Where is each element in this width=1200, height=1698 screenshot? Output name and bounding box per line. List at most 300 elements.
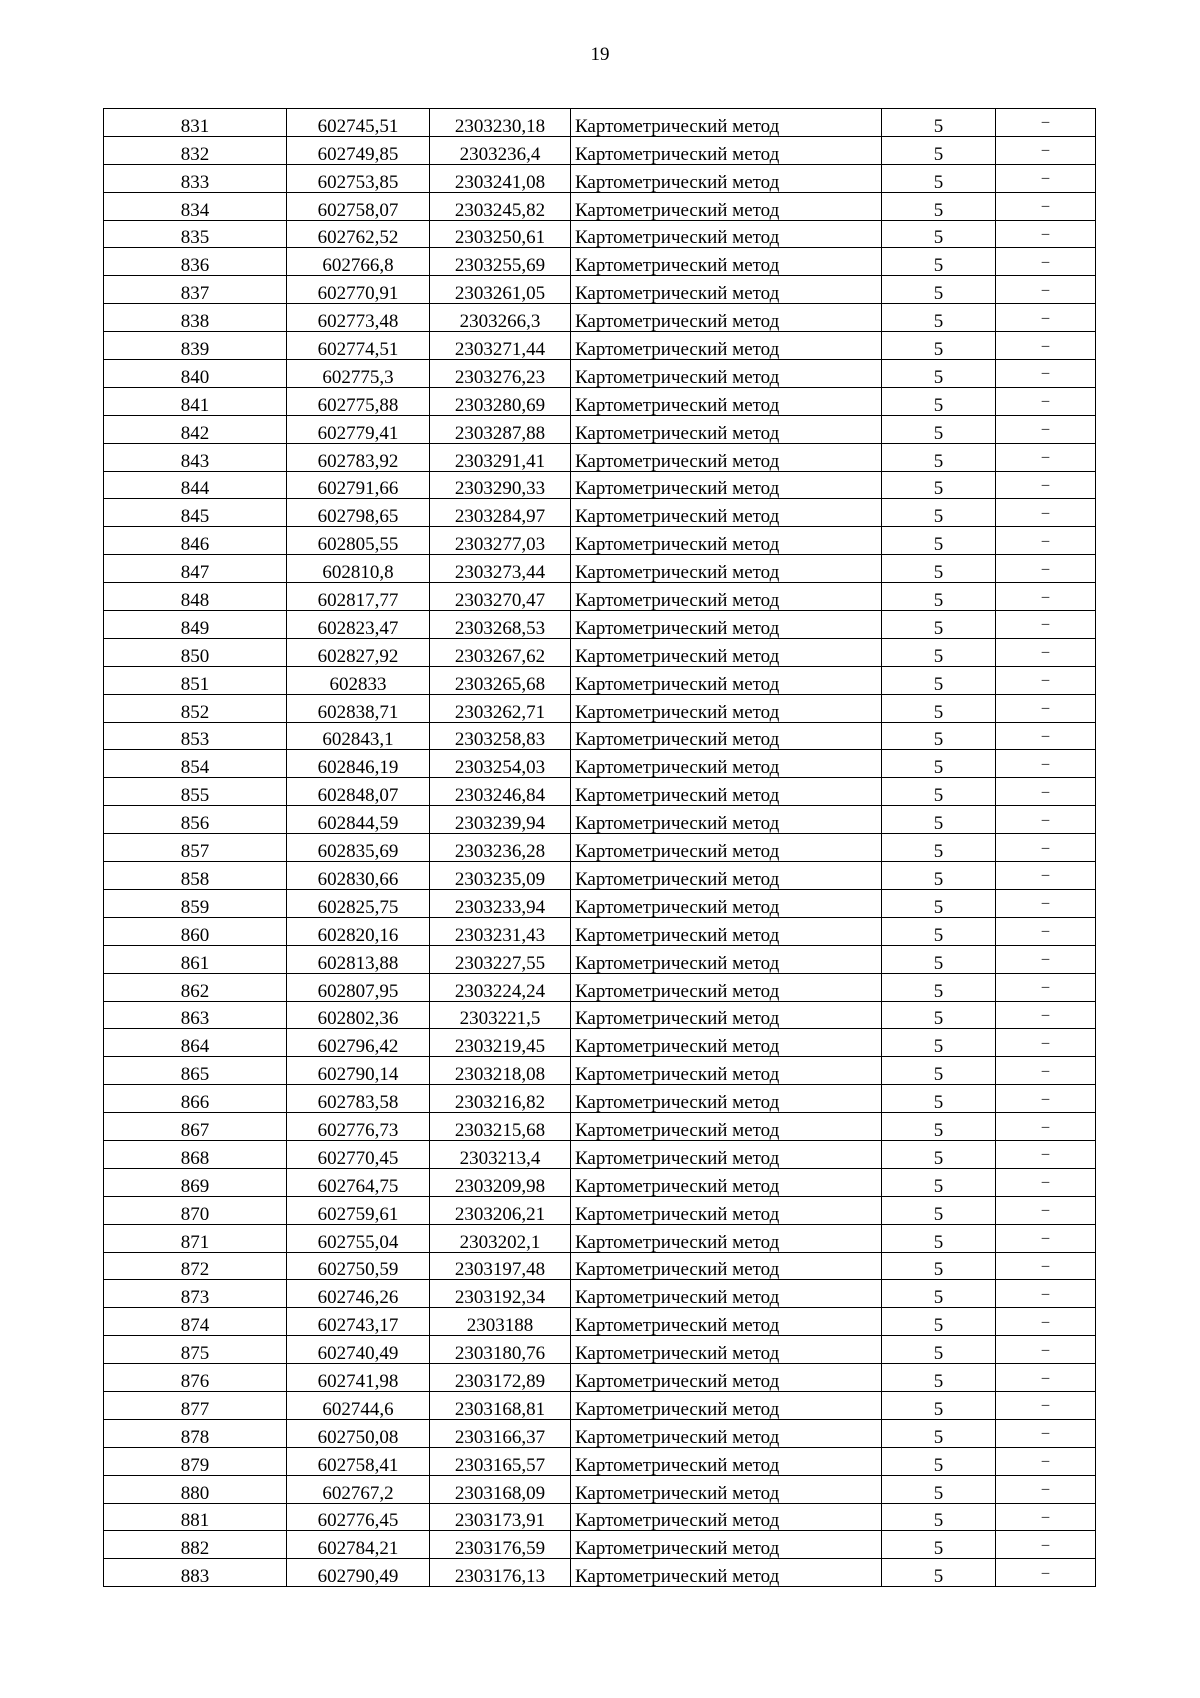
description-cell: –: [996, 611, 1096, 639]
accuracy-cell: 5: [882, 332, 996, 360]
table-row: [104, 1280, 1096, 1308]
x-coordinate-cell: 602817,77: [287, 583, 430, 611]
table-row: [104, 332, 1096, 360]
description-cell: –: [996, 192, 1096, 220]
table-row: [104, 889, 1096, 917]
y-coordinate-cell: 2303176,59: [430, 1531, 571, 1559]
method-cell: Картометрический метод: [571, 806, 882, 834]
x-coordinate-cell: 602770,45: [287, 1140, 430, 1168]
method-cell: Картометрический метод: [571, 1531, 882, 1559]
description-cell: –: [996, 834, 1096, 862]
table-row: [104, 136, 1096, 164]
method-cell: Картометрический метод: [571, 778, 882, 806]
method-cell: Картометрический метод: [571, 304, 882, 332]
point-number-cell: 882: [104, 1531, 287, 1559]
accuracy-cell: 5: [882, 862, 996, 890]
point-number-cell: 880: [104, 1475, 287, 1503]
x-coordinate-cell: 602848,07: [287, 778, 430, 806]
method-cell: Картометрический метод: [571, 889, 882, 917]
x-coordinate-cell: 602784,21: [287, 1531, 430, 1559]
method-cell: Картометрический метод: [571, 415, 882, 443]
table-row: [104, 109, 1096, 137]
y-coordinate-cell: 2303218,08: [430, 1057, 571, 1085]
accuracy-cell: 5: [882, 443, 996, 471]
table-row: [104, 164, 1096, 192]
x-coordinate-cell: 602790,49: [287, 1559, 430, 1587]
y-coordinate-cell: 2303291,41: [430, 443, 571, 471]
description-cell: –: [996, 1057, 1096, 1085]
point-number-cell: 861: [104, 945, 287, 973]
point-number-cell: 838: [104, 304, 287, 332]
description-cell: –: [996, 1280, 1096, 1308]
table-row: [104, 192, 1096, 220]
x-coordinate-cell: 602835,69: [287, 834, 430, 862]
method-cell: Картометрический метод: [571, 164, 882, 192]
method-cell: Картометрический метод: [571, 555, 882, 583]
y-coordinate-cell: 2303180,76: [430, 1336, 571, 1364]
y-coordinate-cell: 2303231,43: [430, 917, 571, 945]
method-cell: Картометрический метод: [571, 1085, 882, 1113]
accuracy-cell: 5: [882, 583, 996, 611]
table-row: [104, 555, 1096, 583]
point-number-cell: 860: [104, 917, 287, 945]
method-cell: Картометрический метод: [571, 694, 882, 722]
y-coordinate-cell: 2303209,98: [430, 1168, 571, 1196]
description-cell: –: [996, 1531, 1096, 1559]
y-coordinate-cell: 2303284,97: [430, 499, 571, 527]
table-row: [104, 778, 1096, 806]
description-cell: –: [996, 1001, 1096, 1029]
point-number-cell: 866: [104, 1085, 287, 1113]
table-row: [104, 806, 1096, 834]
method-cell: Картометрический метод: [571, 611, 882, 639]
x-coordinate-cell: 602743,17: [287, 1308, 430, 1336]
x-coordinate-cell: 602783,92: [287, 443, 430, 471]
y-coordinate-cell: 2303166,37: [430, 1419, 571, 1447]
x-coordinate-cell: 602805,55: [287, 527, 430, 555]
table-row: [104, 1559, 1096, 1587]
method-cell: Картометрический метод: [571, 192, 882, 220]
y-coordinate-cell: 2303271,44: [430, 332, 571, 360]
description-cell: –: [996, 527, 1096, 555]
y-coordinate-cell: 2303265,68: [430, 666, 571, 694]
x-coordinate-cell: 602776,73: [287, 1113, 430, 1141]
accuracy-cell: 5: [882, 360, 996, 388]
method-cell: Картометрический метод: [571, 1336, 882, 1364]
table-row: [104, 1168, 1096, 1196]
table-row: [104, 862, 1096, 890]
accuracy-cell: 5: [882, 1503, 996, 1531]
point-number-cell: 851: [104, 666, 287, 694]
description-cell: –: [996, 220, 1096, 248]
y-coordinate-cell: 2303197,48: [430, 1252, 571, 1280]
point-number-cell: 832: [104, 136, 287, 164]
method-cell: Картометрический метод: [571, 332, 882, 360]
method-cell: Картометрический метод: [571, 1140, 882, 1168]
point-number-cell: 831: [104, 109, 287, 137]
y-coordinate-cell: 2303202,1: [430, 1224, 571, 1252]
method-cell: Картометрический метод: [571, 220, 882, 248]
y-coordinate-cell: 2303266,3: [430, 304, 571, 332]
accuracy-cell: 5: [882, 499, 996, 527]
method-cell: Картометрический метод: [571, 1419, 882, 1447]
y-coordinate-cell: 2303245,82: [430, 192, 571, 220]
point-number-cell: 870: [104, 1196, 287, 1224]
table-row: [104, 415, 1096, 443]
y-coordinate-cell: 2303267,62: [430, 638, 571, 666]
description-cell: –: [996, 164, 1096, 192]
point-number-cell: 863: [104, 1001, 287, 1029]
x-coordinate-cell: 602779,41: [287, 415, 430, 443]
table-row: [104, 973, 1096, 1001]
x-coordinate-cell: 602823,47: [287, 611, 430, 639]
accuracy-cell: 5: [882, 1168, 996, 1196]
accuracy-cell: 5: [882, 248, 996, 276]
point-number-cell: 843: [104, 443, 287, 471]
method-cell: Картометрический метод: [571, 443, 882, 471]
method-cell: Картометрический метод: [571, 1280, 882, 1308]
point-number-cell: 876: [104, 1364, 287, 1392]
accuracy-cell: 5: [882, 666, 996, 694]
accuracy-cell: 5: [882, 1085, 996, 1113]
accuracy-cell: 5: [882, 415, 996, 443]
method-cell: Картометрический метод: [571, 666, 882, 694]
point-number-cell: 874: [104, 1308, 287, 1336]
method-cell: Картометрический метод: [571, 722, 882, 750]
accuracy-cell: 5: [882, 722, 996, 750]
accuracy-cell: 5: [882, 1531, 996, 1559]
accuracy-cell: 5: [882, 1252, 996, 1280]
table-row: [104, 1503, 1096, 1531]
description-cell: –: [996, 555, 1096, 583]
description-cell: –: [996, 1113, 1096, 1141]
method-cell: Картометрический метод: [571, 638, 882, 666]
y-coordinate-cell: 2303188: [430, 1308, 571, 1336]
table-row: [104, 694, 1096, 722]
table-row: [104, 834, 1096, 862]
x-coordinate-cell: 602783,58: [287, 1085, 430, 1113]
table-row: [104, 917, 1096, 945]
y-coordinate-cell: 2303277,03: [430, 527, 571, 555]
x-coordinate-cell: 602820,16: [287, 917, 430, 945]
table-row: [104, 1001, 1096, 1029]
table-row: [104, 248, 1096, 276]
table-row: [104, 1224, 1096, 1252]
accuracy-cell: 5: [882, 304, 996, 332]
table-row: [104, 1531, 1096, 1559]
x-coordinate-cell: 602766,8: [287, 248, 430, 276]
description-cell: –: [996, 750, 1096, 778]
point-number-cell: 845: [104, 499, 287, 527]
table-row: [104, 443, 1096, 471]
accuracy-cell: 5: [882, 611, 996, 639]
y-coordinate-cell: 2303254,03: [430, 750, 571, 778]
point-number-cell: 854: [104, 750, 287, 778]
y-coordinate-cell: 2303258,83: [430, 722, 571, 750]
description-cell: –: [996, 304, 1096, 332]
accuracy-cell: 5: [882, 1057, 996, 1085]
y-coordinate-cell: 2303235,09: [430, 862, 571, 890]
description-cell: –: [996, 666, 1096, 694]
method-cell: Картометрический метод: [571, 862, 882, 890]
table-row: [104, 638, 1096, 666]
description-cell: –: [996, 499, 1096, 527]
description-cell: –: [996, 415, 1096, 443]
x-coordinate-cell: 602750,08: [287, 1419, 430, 1447]
x-coordinate-cell: 602775,88: [287, 387, 430, 415]
point-number-cell: 836: [104, 248, 287, 276]
x-coordinate-cell: 602755,04: [287, 1224, 430, 1252]
coordinates-table: [103, 108, 1096, 1587]
x-coordinate-cell: 602745,51: [287, 109, 430, 137]
accuracy-cell: 5: [882, 694, 996, 722]
description-cell: –: [996, 1503, 1096, 1531]
description-cell: –: [996, 136, 1096, 164]
accuracy-cell: 5: [882, 471, 996, 499]
y-coordinate-cell: 2303219,45: [430, 1029, 571, 1057]
table-row: [104, 304, 1096, 332]
y-coordinate-cell: 2303261,05: [430, 276, 571, 304]
y-coordinate-cell: 2303227,55: [430, 945, 571, 973]
method-cell: Картометрический метод: [571, 1224, 882, 1252]
y-coordinate-cell: 2303165,57: [430, 1447, 571, 1475]
x-coordinate-cell: 602833: [287, 666, 430, 694]
x-coordinate-cell: 602802,36: [287, 1001, 430, 1029]
description-cell: –: [996, 1029, 1096, 1057]
table-row: [104, 1475, 1096, 1503]
point-number-cell: 857: [104, 834, 287, 862]
y-coordinate-cell: 2303276,23: [430, 360, 571, 388]
method-cell: Картометрический метод: [571, 1503, 882, 1531]
accuracy-cell: 5: [882, 917, 996, 945]
description-cell: –: [996, 248, 1096, 276]
point-number-cell: 875: [104, 1336, 287, 1364]
x-coordinate-cell: 602798,65: [287, 499, 430, 527]
x-coordinate-cell: 602790,14: [287, 1057, 430, 1085]
table-row: [104, 1447, 1096, 1475]
point-number-cell: 877: [104, 1391, 287, 1419]
method-cell: Картометрический метод: [571, 1029, 882, 1057]
x-coordinate-cell: 602844,59: [287, 806, 430, 834]
y-coordinate-cell: 2303273,44: [430, 555, 571, 583]
point-number-cell: 847: [104, 555, 287, 583]
method-cell: Картометрический метод: [571, 1308, 882, 1336]
y-coordinate-cell: 2303168,09: [430, 1475, 571, 1503]
table-row: [104, 1252, 1096, 1280]
description-cell: –: [996, 360, 1096, 388]
accuracy-cell: 5: [882, 1559, 996, 1587]
table-row: [104, 1391, 1096, 1419]
description-cell: –: [996, 1391, 1096, 1419]
accuracy-cell: 5: [882, 1280, 996, 1308]
y-coordinate-cell: 2303280,69: [430, 387, 571, 415]
description-cell: –: [996, 583, 1096, 611]
accuracy-cell: 5: [882, 750, 996, 778]
accuracy-cell: 5: [882, 164, 996, 192]
table-row: [104, 945, 1096, 973]
accuracy-cell: 5: [882, 555, 996, 583]
table-row: [104, 1419, 1096, 1447]
accuracy-cell: 5: [882, 1001, 996, 1029]
y-coordinate-cell: 2303241,08: [430, 164, 571, 192]
x-coordinate-cell: 602753,85: [287, 164, 430, 192]
x-coordinate-cell: 602741,98: [287, 1364, 430, 1392]
accuracy-cell: 5: [882, 1447, 996, 1475]
point-number-cell: 883: [104, 1559, 287, 1587]
method-cell: Картометрический метод: [571, 1364, 882, 1392]
accuracy-cell: 5: [882, 973, 996, 1001]
description-cell: –: [996, 471, 1096, 499]
point-number-cell: 859: [104, 889, 287, 917]
table-row: [104, 360, 1096, 388]
y-coordinate-cell: 2303168,81: [430, 1391, 571, 1419]
y-coordinate-cell: 2303290,33: [430, 471, 571, 499]
point-number-cell: 855: [104, 778, 287, 806]
x-coordinate-cell: 602746,26: [287, 1280, 430, 1308]
method-cell: Картометрический метод: [571, 276, 882, 304]
description-cell: –: [996, 862, 1096, 890]
x-coordinate-cell: 602770,91: [287, 276, 430, 304]
x-coordinate-cell: 602750,59: [287, 1252, 430, 1280]
description-cell: –: [996, 1419, 1096, 1447]
method-cell: Картометрический метод: [571, 1475, 882, 1503]
description-cell: –: [996, 332, 1096, 360]
method-cell: Картометрический метод: [571, 1559, 882, 1587]
description-cell: –: [996, 1168, 1096, 1196]
y-coordinate-cell: 2303250,61: [430, 220, 571, 248]
table-row: [104, 583, 1096, 611]
description-cell: –: [996, 1364, 1096, 1392]
table-row: [104, 1308, 1096, 1336]
x-coordinate-cell: 602767,2: [287, 1475, 430, 1503]
method-cell: Картометрический метод: [571, 1057, 882, 1085]
accuracy-cell: 5: [882, 276, 996, 304]
method-cell: Картометрический метод: [571, 499, 882, 527]
point-number-cell: 879: [104, 1447, 287, 1475]
x-coordinate-cell: 602846,19: [287, 750, 430, 778]
description-cell: –: [996, 1224, 1096, 1252]
y-coordinate-cell: 2303287,88: [430, 415, 571, 443]
description-cell: –: [996, 276, 1096, 304]
x-coordinate-cell: 602759,61: [287, 1196, 430, 1224]
x-coordinate-cell: 602773,48: [287, 304, 430, 332]
description-cell: –: [996, 443, 1096, 471]
table-row: [104, 1140, 1096, 1168]
description-cell: –: [996, 387, 1096, 415]
table-row: [104, 722, 1096, 750]
x-coordinate-cell: 602813,88: [287, 945, 430, 973]
y-coordinate-cell: 2303206,21: [430, 1196, 571, 1224]
description-cell: –: [996, 1336, 1096, 1364]
method-cell: Картометрический метод: [571, 471, 882, 499]
point-number-cell: 872: [104, 1252, 287, 1280]
x-coordinate-cell: 602810,8: [287, 555, 430, 583]
x-coordinate-cell: 602796,42: [287, 1029, 430, 1057]
method-cell: Картометрический метод: [571, 834, 882, 862]
point-number-cell: 834: [104, 192, 287, 220]
point-number-cell: 833: [104, 164, 287, 192]
x-coordinate-cell: 602807,95: [287, 973, 430, 1001]
table-row: [104, 471, 1096, 499]
accuracy-cell: 5: [882, 889, 996, 917]
y-coordinate-cell: 2303239,94: [430, 806, 571, 834]
table-row: [104, 1085, 1096, 1113]
method-cell: Картометрический метод: [571, 387, 882, 415]
x-coordinate-cell: 602827,92: [287, 638, 430, 666]
point-number-cell: 852: [104, 694, 287, 722]
point-number-cell: 878: [104, 1419, 287, 1447]
x-coordinate-cell: 602838,71: [287, 694, 430, 722]
description-cell: –: [996, 1085, 1096, 1113]
description-cell: –: [996, 1559, 1096, 1587]
description-cell: –: [996, 806, 1096, 834]
accuracy-cell: 5: [882, 1113, 996, 1141]
y-coordinate-cell: 2303236,4: [430, 136, 571, 164]
description-cell: –: [996, 1140, 1096, 1168]
accuracy-cell: 5: [882, 638, 996, 666]
point-number-cell: 856: [104, 806, 287, 834]
description-cell: –: [996, 1252, 1096, 1280]
y-coordinate-cell: 2303268,53: [430, 611, 571, 639]
accuracy-cell: 5: [882, 806, 996, 834]
point-number-cell: 853: [104, 722, 287, 750]
accuracy-cell: 5: [882, 1196, 996, 1224]
x-coordinate-cell: 602762,52: [287, 220, 430, 248]
x-coordinate-cell: 602758,41: [287, 1447, 430, 1475]
table-row: [104, 1113, 1096, 1141]
accuracy-cell: 5: [882, 1336, 996, 1364]
y-coordinate-cell: 2303262,71: [430, 694, 571, 722]
description-cell: –: [996, 778, 1096, 806]
x-coordinate-cell: 602843,1: [287, 722, 430, 750]
x-coordinate-cell: 602830,66: [287, 862, 430, 890]
accuracy-cell: 5: [882, 1419, 996, 1447]
y-coordinate-cell: 2303221,5: [430, 1001, 571, 1029]
accuracy-cell: 5: [882, 1475, 996, 1503]
y-coordinate-cell: 2303176,13: [430, 1559, 571, 1587]
point-number-cell: 871: [104, 1224, 287, 1252]
method-cell: Картометрический метод: [571, 945, 882, 973]
x-coordinate-cell: 602775,3: [287, 360, 430, 388]
x-coordinate-cell: 602774,51: [287, 332, 430, 360]
method-cell: Картометрический метод: [571, 248, 882, 276]
accuracy-cell: 5: [882, 527, 996, 555]
method-cell: Картометрический метод: [571, 1001, 882, 1029]
y-coordinate-cell: 2303216,82: [430, 1085, 571, 1113]
description-cell: –: [996, 973, 1096, 1001]
y-coordinate-cell: 2303173,91: [430, 1503, 571, 1531]
accuracy-cell: 5: [882, 778, 996, 806]
point-number-cell: 837: [104, 276, 287, 304]
table-row: [104, 666, 1096, 694]
method-cell: Картометрический метод: [571, 1391, 882, 1419]
accuracy-cell: 5: [882, 1391, 996, 1419]
accuracy-cell: 5: [882, 1364, 996, 1392]
description-cell: –: [996, 1475, 1096, 1503]
description-cell: –: [996, 889, 1096, 917]
accuracy-cell: 5: [882, 1308, 996, 1336]
table-row: [104, 1336, 1096, 1364]
description-cell: –: [996, 1308, 1096, 1336]
description-cell: –: [996, 1447, 1096, 1475]
y-coordinate-cell: 2303224,24: [430, 973, 571, 1001]
accuracy-cell: 5: [882, 387, 996, 415]
y-coordinate-cell: 2303172,89: [430, 1364, 571, 1392]
method-cell: Картометрический метод: [571, 583, 882, 611]
table-row: [104, 611, 1096, 639]
accuracy-cell: 5: [882, 192, 996, 220]
point-number-cell: 835: [104, 220, 287, 248]
